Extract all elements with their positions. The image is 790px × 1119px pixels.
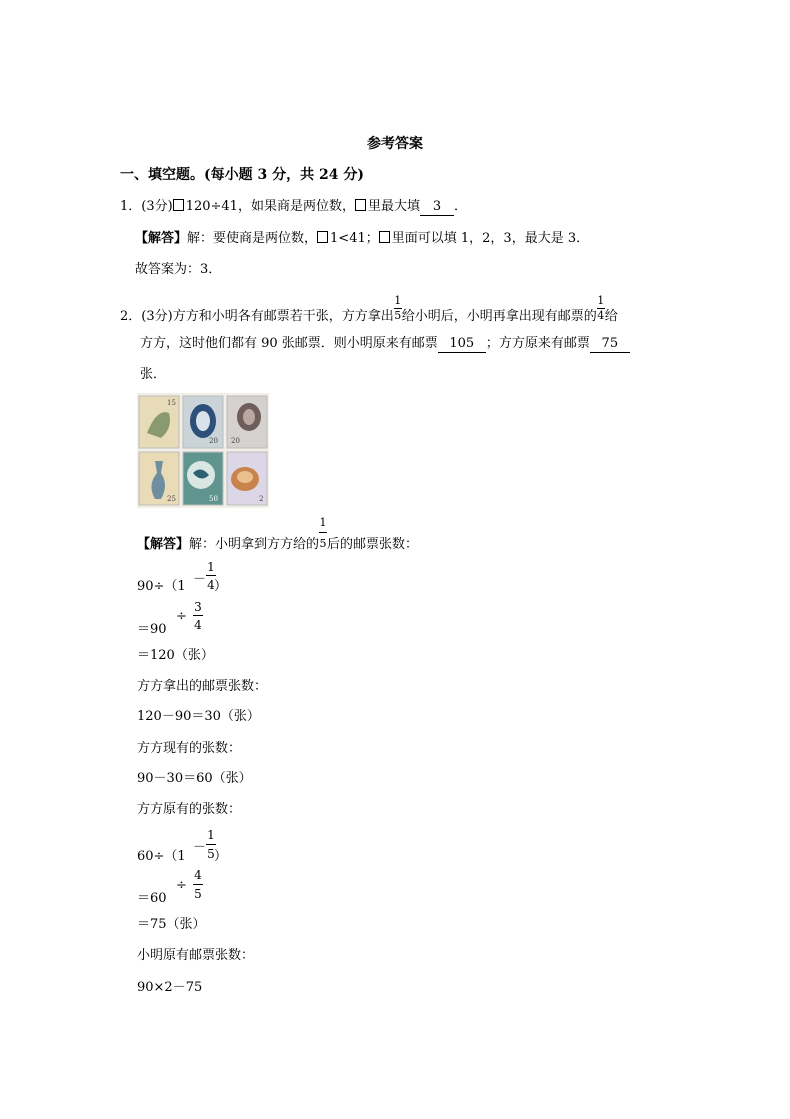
blank-box-icon: [379, 231, 390, 243]
fraction-numerator: 4: [194, 868, 202, 882]
stamps-image: [137, 393, 269, 508]
fraction-denominator: 4: [194, 618, 202, 632]
solution-tag: 【解答】: [135, 231, 188, 246]
svg-text:25: 25: [167, 495, 176, 503]
fraction-denominator: 5: [207, 847, 215, 861]
solution-text: 解：要使商是两位数，: [187, 231, 318, 246]
solution-step: 小明原有邮票张数：: [137, 948, 255, 963]
answer-blank: 105: [438, 336, 486, 353]
fraction-bar: [193, 884, 203, 885]
page-title: 参考答案: [367, 136, 423, 152]
stamp: [183, 396, 223, 448]
question-text: 120÷41，如果商是两位数，: [185, 199, 355, 214]
question-points: (3分): [141, 309, 173, 324]
svg-text:2: 2: [259, 495, 264, 503]
question-2: [120, 294, 618, 325]
fraction-numerator: 3: [194, 600, 202, 614]
stamp: [139, 396, 179, 448]
solution-text: 里面可以填 1，2，3，最大是 3．: [391, 231, 590, 246]
svg-text:15: 15: [167, 399, 176, 407]
solution-text: 1<41；: [330, 231, 379, 246]
question-text: 方方和小明各有邮票若干张，方方拿出: [172, 309, 394, 324]
fraction-bar: [206, 844, 216, 845]
svg-text:50: 50: [209, 495, 218, 503]
calc-line: 90÷（1: [137, 579, 186, 594]
calc-line: 90×2－75: [137, 980, 203, 995]
question-text: 给小明后，小明再拿出现有邮票的: [401, 309, 597, 324]
fraction-numerator: 1: [207, 560, 215, 574]
stamp: [227, 452, 267, 505]
answer-blank: 75: [590, 336, 630, 353]
question-points: (3分): [141, 199, 173, 214]
question-text: ．: [453, 199, 467, 214]
calc-line: ＝60: [137, 891, 167, 906]
question-2-line2: [140, 336, 630, 353]
svg-text:20: 20: [209, 437, 218, 445]
stamp: [139, 452, 179, 505]
calc-close: ）: [214, 579, 228, 594]
solution-intro: [137, 516, 419, 553]
fraction-bar: [206, 575, 216, 576]
question-text: 里最大填: [367, 199, 420, 214]
division-sign: ÷: [176, 878, 187, 893]
fraction: $\frac{1}{4}$: [597, 294, 605, 322]
calc-line: ＝90: [137, 622, 167, 637]
stamp: [227, 396, 267, 448]
minus-sign: －: [193, 572, 207, 587]
calc-line: ＝120（张）: [137, 648, 214, 663]
blank-box-icon: [173, 199, 184, 211]
fraction-denominator: 5: [194, 887, 202, 901]
fraction-numerator: 1: [207, 828, 215, 842]
solution-text: 解：小明拿到方方给的: [189, 537, 320, 552]
fraction: $\frac{1}{5}$: [319, 516, 327, 550]
solution-step: 方方拿出的邮票张数：: [137, 679, 268, 694]
blank-box-icon: [317, 231, 328, 243]
question-text: 方方，这时他们都有 90 张邮票．则小明原来有邮票: [140, 336, 438, 351]
fraction-denominator: 4: [207, 578, 215, 592]
division-sign: ÷: [176, 609, 187, 624]
minus-sign: －: [193, 840, 207, 855]
stamp: [183, 452, 223, 505]
svg-text:20: 20: [231, 437, 240, 445]
question-text: ；方方原来有邮票: [485, 336, 590, 351]
fraction: $\frac{1}{5}$: [394, 294, 402, 322]
section-heading: 一、填空题。(每小题 3 分，共 24 分): [120, 167, 364, 183]
calc-line: ＝75（张）: [137, 917, 206, 932]
calc-line: 120－90＝30（张）: [137, 709, 260, 724]
blank-box-icon: [355, 199, 366, 211]
solution-text: 后的邮票张数：: [327, 537, 419, 552]
answer-blank: 3: [420, 199, 454, 216]
fraction-bar: [193, 615, 203, 616]
solution-step: 方方原有的张数：: [137, 802, 242, 817]
question-2-line3: 张．: [140, 367, 167, 382]
calc-close: ）: [214, 849, 228, 864]
calc-line: 90－30＝60（张）: [137, 771, 252, 786]
question-text: 给: [604, 309, 618, 324]
solution-tag: 【解答】: [137, 537, 190, 552]
solution-step: 方方现有的张数：: [137, 741, 242, 756]
conclusion: 故答案为：3．: [135, 262, 222, 277]
calc-line: 60÷（1: [137, 849, 186, 864]
question-number: 2．: [120, 309, 142, 324]
question-number: 1．: [120, 199, 142, 214]
question-1: [120, 199, 467, 216]
solution-1: [135, 231, 589, 247]
